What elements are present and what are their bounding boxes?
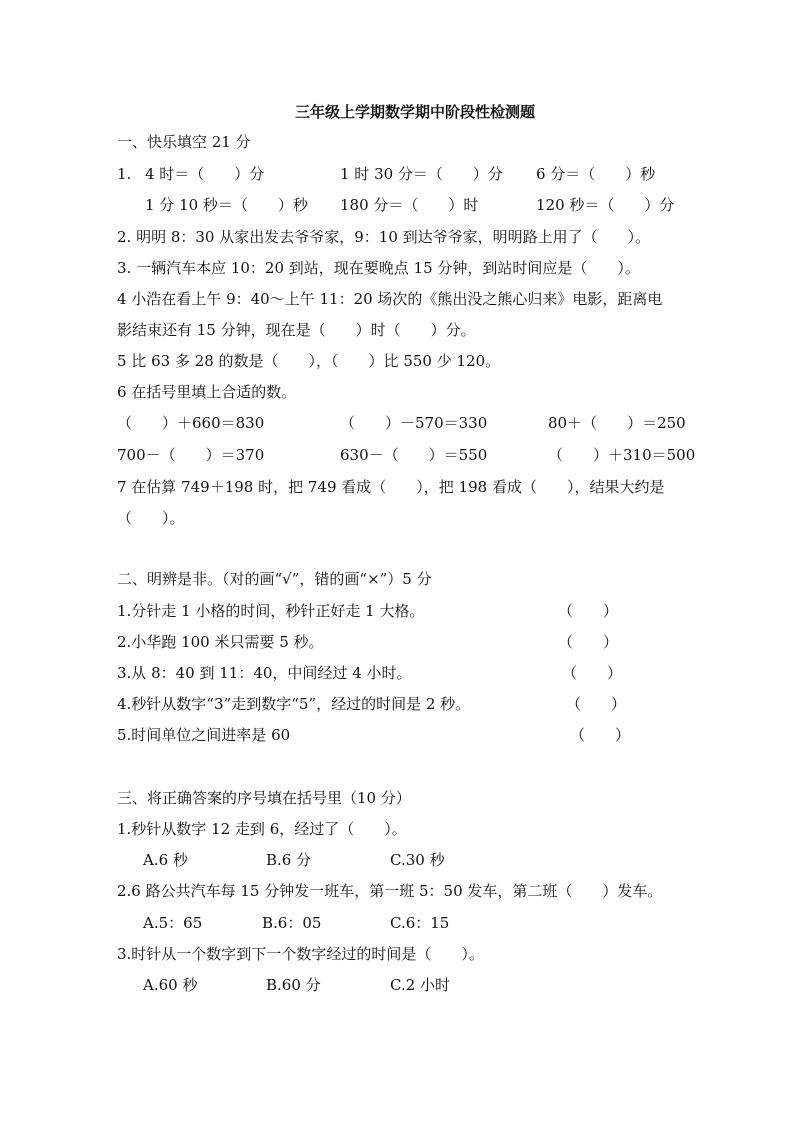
s2-answer-blank: （ ）	[558, 633, 619, 651]
s3-option: A.5：65	[143, 914, 203, 932]
s3-q1: 1.秒针从数字 12 走到 6，经过了（ ）。	[117, 820, 407, 838]
s1-q2: 2. 明明 8：30 从家出发去爷爷家，9：10 到达爷爷家，明明路上用了（ ）。	[117, 228, 651, 246]
s3-option: B.6 分	[266, 851, 312, 869]
section1-heading: 一、快乐填空 21 分	[117, 133, 251, 151]
s1-q7-line2: （ ）。	[117, 509, 185, 527]
s2-answer-blank: （ ）	[562, 664, 623, 682]
s3-option: C.30 秒	[390, 851, 445, 869]
s3-option: A.6 秒	[143, 851, 188, 869]
s1-q4-line1: 4 小浩在看上午 9：40～上午 11：20 场次的《熊出没之熊心归来》电影，距离电	[117, 290, 663, 308]
s1-q6-equation: （ ）－570＝330	[340, 414, 488, 432]
s1-q6: 6 在括号里填上合适的数。	[117, 383, 297, 401]
s1-q1-item: 180 分＝（ ）时	[340, 196, 479, 214]
s1-q1-item: 6 分＝（ ）秒	[536, 165, 656, 183]
page-title: 三年级上学期数学期中阶段性检测题	[295, 103, 536, 121]
s3-option: A.60 秒	[143, 976, 198, 994]
s3-q2: 2.6 路公共汽车每 15 分钟发一班车，第一班 5：50 发车，第二班（ ）发车。	[117, 882, 663, 900]
s3-option: B.60 分	[266, 976, 321, 994]
s1-q1-label: 1.	[117, 165, 132, 183]
s1-q6-equation: 80＋（ ）＝250	[548, 414, 686, 432]
s3-option: C.2 小时	[390, 976, 451, 994]
s3-q3: 3.时针从一个数字到下一个数字经过的时间是（ ）。	[117, 945, 484, 963]
s2-statement: 3.从 8：40 到 11：40，中间经过 4 小时。	[117, 664, 412, 682]
s2-statement: 2.小华跑 100 米只需要 5 秒。	[117, 633, 324, 651]
s1-q6-equation: （ ）＋310＝500	[548, 446, 696, 464]
section2-heading: 二、明辨是非。（对的画“√”，错的画“×”）5 分	[117, 570, 432, 588]
s1-q3: 3. 一辆汽车本应 10：20 到站，现在要晚点 15 分钟，到站时间应是（ ）。	[117, 259, 640, 277]
s2-answer-blank: （ ）	[570, 726, 631, 744]
s3-option: C.6：15	[390, 914, 450, 932]
s1-q6-equation: 630－（ ）＝550	[340, 446, 488, 464]
s1-q7-line1: 7 在估算 749＋198 时，把 749 看成（ ），把 198 看成（ ），结果大约是	[117, 478, 665, 496]
s2-statement: 1.分针走 1 小格的时间，秒针正好走 1 大格。	[117, 602, 425, 620]
s1-q1-item: 4 时＝（ ）分	[145, 165, 265, 183]
s1-q6-equation: 700－（ ）＝370	[117, 446, 265, 464]
s2-statement: 5.时间单位之间进率是 60	[117, 726, 291, 744]
s3-option: B.6：05	[262, 914, 322, 932]
s1-q1-item: 1 分 10 秒＝（ ）秒	[145, 196, 308, 214]
s2-answer-blank: （ ）	[566, 695, 627, 713]
s1-q4-line2: 影结束还有 15 分钟，现在是（ ）时（ ）分。	[117, 321, 476, 339]
s2-statement: 4.秒针从数字“3”走到数字“5”，经过的时间是 2 秒。	[117, 695, 471, 713]
section3-heading: 三、将正确答案的序号填在括号里（10 分）	[117, 789, 411, 807]
s1-q1-item: 1 时 30 分＝（ ）分	[340, 165, 503, 183]
s1-q6-equation: （ ）＋660＝830	[117, 414, 265, 432]
s1-q1-item: 120 秒＝（ ）分	[536, 196, 675, 214]
s2-answer-blank: （ ）	[558, 602, 619, 620]
s1-q5: 5 比 63 多 28 的数是（ ），（ ）比 550 少 120。	[117, 352, 501, 370]
